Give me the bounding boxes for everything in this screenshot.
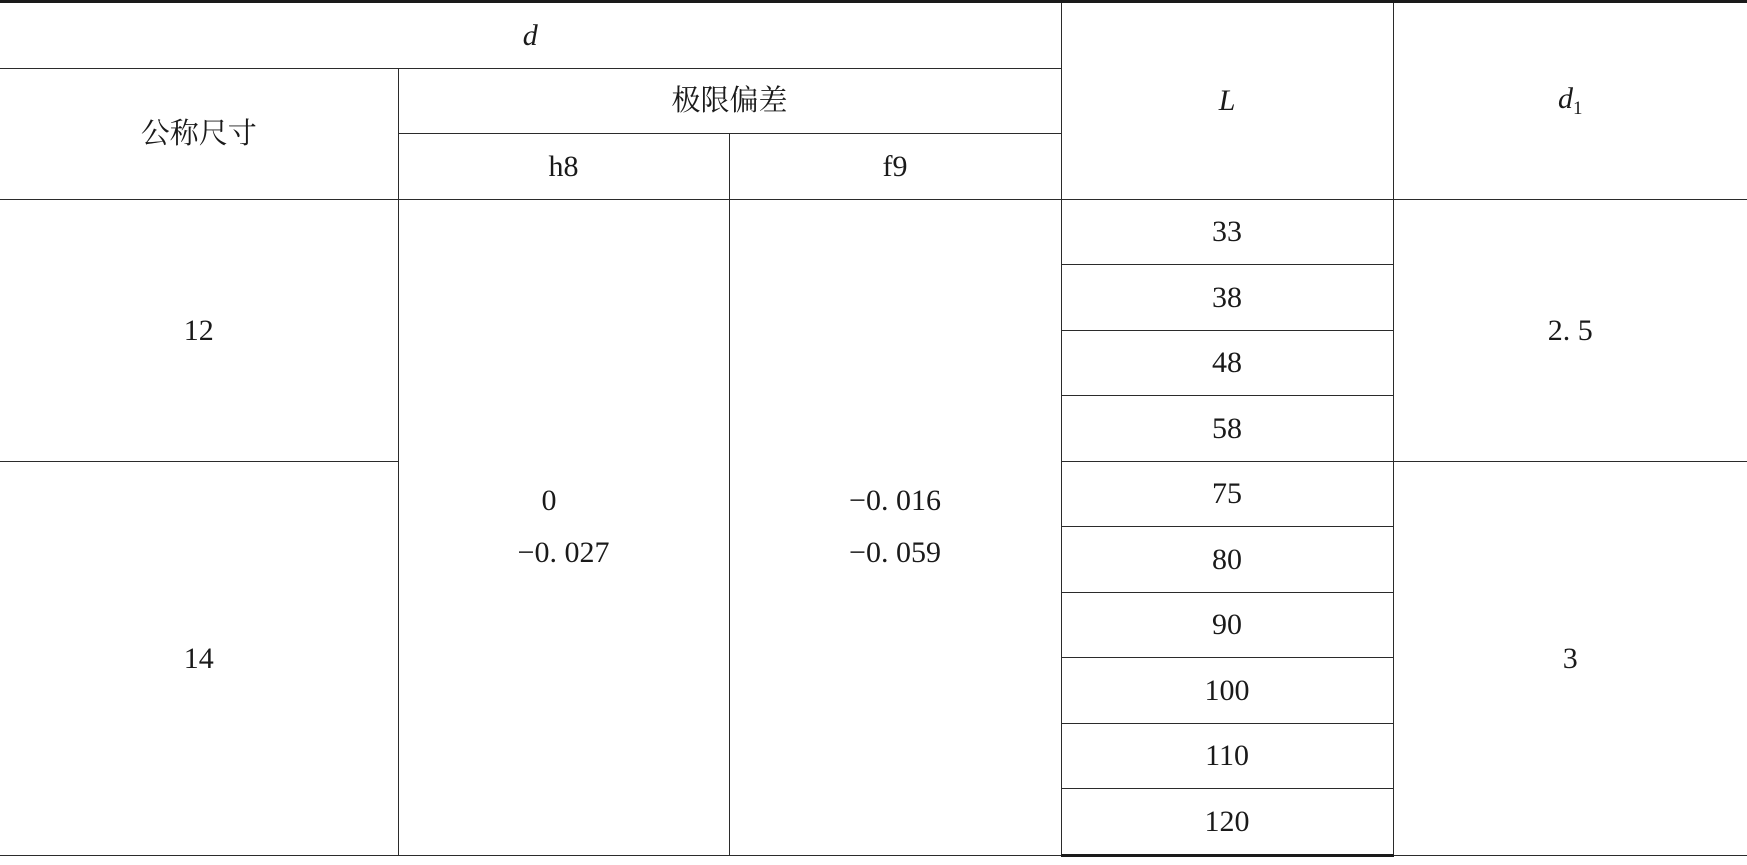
length-cell: 90 <box>1061 592 1393 658</box>
f9-deviation-cell <box>729 199 1061 855</box>
d1-cell: 3 <box>1393 461 1747 855</box>
header-row-1 <box>0 2 1747 69</box>
length-cell: 48 <box>1061 330 1393 396</box>
header-L: L <box>1061 2 1393 200</box>
header-d1-subscript: 1 <box>1573 97 1583 119</box>
f9-lower-deviation: −0. 059 <box>849 536 941 569</box>
length-cell: 100 <box>1061 658 1393 724</box>
h8-lower-deviation: −0. 027 <box>517 536 610 569</box>
header-h8: h8 <box>398 134 729 200</box>
header-f9: f9 <box>729 134 1061 200</box>
length-cell: 75 <box>1061 461 1393 527</box>
h8-upper-deviation: 0 <box>541 483 557 517</box>
header-d1-base: d <box>1558 81 1574 115</box>
f9-deviation <box>849 475 941 580</box>
header-nominal-size: 公称尺寸 <box>0 68 398 199</box>
length-cell: 120 <box>1061 789 1393 856</box>
header-d: d <box>0 2 1061 69</box>
d1-cell: 2. 5 <box>1393 199 1747 461</box>
length-cell: 110 <box>1061 723 1393 789</box>
nominal-size-cell: 14 <box>0 461 398 855</box>
length-cell: 80 <box>1061 527 1393 593</box>
h8-deviation <box>518 475 610 580</box>
nominal-size-cell: 12 <box>0 199 398 461</box>
header-d1 <box>1393 2 1747 200</box>
h8-deviation-cell <box>398 199 729 855</box>
length-cell: 33 <box>1061 199 1393 265</box>
f9-upper-deviation: −0. 016 <box>849 483 941 517</box>
length-cell: 58 <box>1061 396 1393 462</box>
length-cell: 38 <box>1061 265 1393 331</box>
table-row <box>0 199 1747 265</box>
header-limit-deviation: 极限偏差 <box>398 68 1061 134</box>
